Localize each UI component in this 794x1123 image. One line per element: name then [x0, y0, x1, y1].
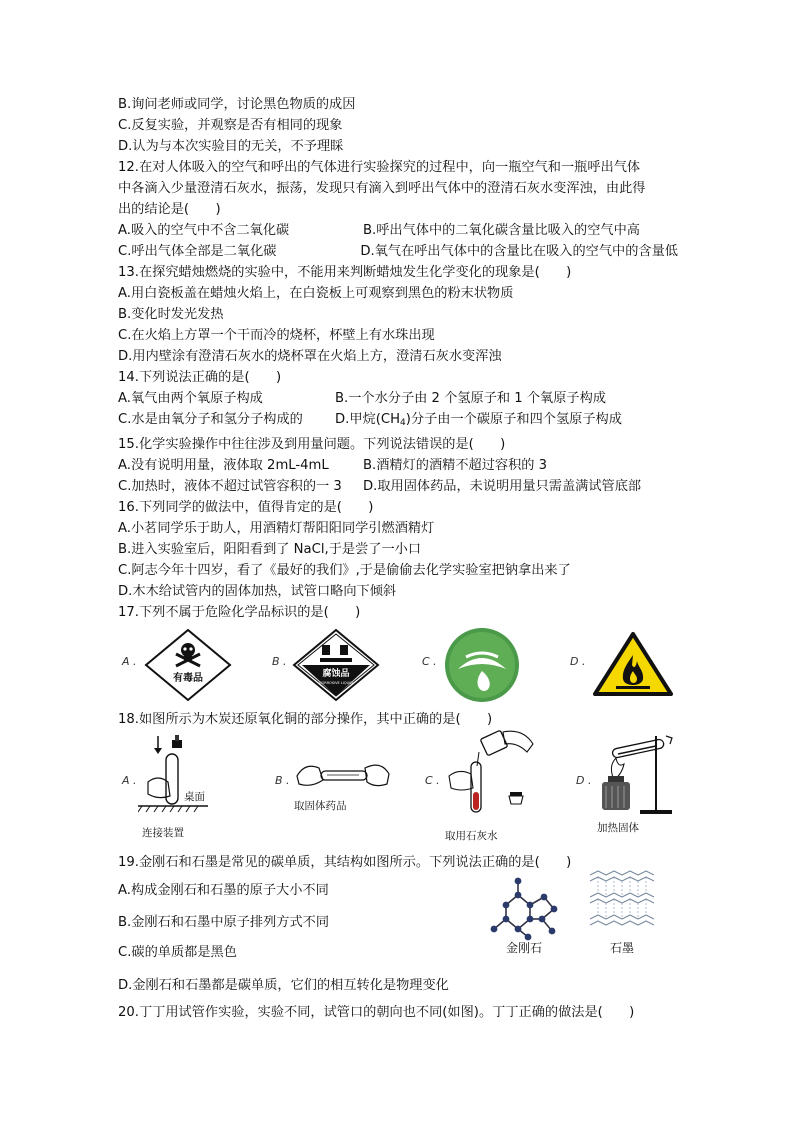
q12-option-b: B.呼出气体中的二氧化碳含量比吸入的空气中高 [363, 223, 640, 238]
q18-stem: 18.如图所示为木炭还原氧化铜的部分操作，其中正确的是( ) [118, 712, 493, 727]
q18-caption-d: 加热固体 [597, 822, 639, 834]
q14-option-d-post: )分子由一个碳原子和四个氢原子构成 [405, 412, 622, 427]
graphite-structure-icon [586, 867, 658, 937]
q19-option-d: D.金刚石和石墨都是碳单质，它们的相互转化是物理变化 [118, 978, 449, 993]
q19-stem: 19.金刚石和石墨是常见的碳单质，其结构如图所示。下列说法正确的是( ) [118, 855, 572, 870]
q16-option-b: B.进入实验室后，阳阳看到了 NaCl,于是尝了一小口 [118, 542, 422, 557]
q18-label-c: C . [425, 774, 440, 787]
diamond-structure-icon [488, 875, 568, 945]
q13-stem: 13.在探究蜡烛燃烧的实验中，不能用来判断蜡烛发生化学变化的现象是( ) [118, 265, 572, 280]
q18-figure-row [118, 734, 678, 846]
water-saving-logo-icon [444, 627, 520, 707]
take-solid-icon [293, 754, 393, 802]
q12-option-d: D.氧气在呼出气体中的含量比在吸入的空气中的含量低 [360, 244, 678, 259]
graphite-label: 石墨 [610, 941, 635, 955]
q14-stem: 14.下列说法正确的是( ) [118, 370, 282, 385]
toxic-sign-icon [144, 628, 232, 706]
q15-option-c: C.加热时，液体不超过试管容积的一 3 [118, 479, 342, 494]
q18-caption-c: 取用石灰水 [445, 830, 498, 842]
q12-option-a: A.吸入的空气中不含二氧化碳 [118, 223, 290, 238]
q15-option-a: A.没有说明用量，液体取 2mL-4mL [118, 458, 329, 473]
q19-block [118, 873, 678, 1008]
corrosive-sign-icon [292, 628, 380, 706]
q11-option-c: C.反复实验，并观察是否有相同的现象 [118, 118, 343, 133]
q11-option-d: D.认为与本次实验目的无关，不予理睬 [118, 139, 344, 154]
q14-option-a: A.氧气由两个氧原子构成 [118, 391, 263, 406]
q12-option-c: C.呼出气体全部是二氧化碳 [118, 244, 277, 259]
q19-option-c: C.碳的单质都是黑色 [118, 945, 237, 960]
diamond-label: 金刚石 [506, 941, 543, 955]
q18-desk-label: 桌面 [184, 791, 205, 803]
q17-stem: 17.下列不属于危险化学品标识的是( ) [118, 605, 361, 620]
q17-figure-row [118, 629, 678, 703]
q15-option-b: B.酒精灯的酒精不超过容积的 3 [363, 458, 548, 473]
q14-option-c: C.水是由氧分子和氢分子构成的 [118, 412, 303, 427]
heat-solid-icon [594, 730, 676, 820]
corrosive-sign-text: 腐蚀品 [322, 669, 350, 679]
q13-option-c: C.在火焰上方罩一个干而冷的烧杯，杯壁上有水珠出现 [118, 328, 435, 343]
q19-option-a: A.构成金刚石和石墨的原子大小不同 [118, 883, 329, 898]
q17-label-a: A . [122, 655, 137, 668]
q20-stem: 20.丁丁用试管作实验，实验不同，试管口的朝向也不同(如图)。丁丁正确的做法是( ) [118, 1005, 635, 1020]
q13-option-d: D.用内壁涂有澄清石灰水的烧杯罩在火焰上方，澄清石灰水变浑浊 [118, 349, 502, 364]
toxic-sign-text: 有毒品 [173, 673, 203, 684]
q14-option-d-subscript: 4 [400, 418, 406, 428]
q14-options-ab [118, 388, 678, 409]
q17-label-b: B . [272, 655, 287, 668]
q12-stem-line3: 出的结论是( ) [118, 202, 221, 217]
q18-label-d: D . [576, 774, 592, 787]
connect-apparatus-icon [138, 734, 228, 833]
q14-option-d [335, 409, 622, 434]
exam-page [118, 94, 678, 1023]
pour-limewater-icon [443, 730, 538, 826]
q17-label-c: C . [422, 655, 437, 668]
q16-option-d: D.木木给试管内的固体加热，试管口略向下倾斜 [118, 584, 397, 599]
q18-caption-a: 连接装置 [142, 827, 184, 839]
q12-options-ab [118, 220, 678, 241]
q12-stem-line1: 12.在对人体吸入的空气和呼出的气体进行实验探究的过程中，向一瓶空气和一瓶呼出气体 [118, 160, 641, 175]
q18-caption-b: 取固体药品 [294, 800, 347, 812]
q13-option-b: B.变化时发光发热 [118, 307, 224, 322]
q16-option-c: C.阿志今年十四岁，看了《最好的我们》,于是偷偷去化学实验室把钠拿出来了 [118, 563, 571, 578]
corrosive-sign-subtext: CORROSIVE LIQUID [319, 681, 353, 685]
q12-stem-line2: 中各滴入少量澄清石灰水，振荡，发现只有滴入到呼出气体中的澄清石灰水变浑浊，由此得 [118, 181, 646, 196]
flammable-sign-icon [592, 631, 674, 701]
q17-label-d: D . [570, 655, 586, 668]
q16-stem: 16.下列同学的做法中，值得肯定的是( ) [118, 500, 374, 515]
q13-option-a: A.用白瓷板盖在蜡烛火焰上，在白瓷板上可观察到黑色的粉末状物质 [118, 286, 514, 301]
q14-option-b: B.一个水分子由 2 个氢原子和 1 个氧原子构成 [335, 391, 606, 406]
q15-stem: 15.化学实验操作中往往涉及到用量问题。下列说法错误的是( ) [118, 437, 506, 452]
q18-label-b: B . [275, 774, 290, 787]
q19-option-b: B.金刚石和石墨中原子排列方式不同 [118, 915, 330, 930]
q14-options-cd [118, 409, 678, 434]
q18-label-a: A . [122, 774, 137, 787]
q15-option-d: D.取用固体药品，未说明用量只需盖满试管底部 [363, 479, 642, 494]
q15-options-ab [118, 455, 678, 476]
q16-option-a: A.小茗同学乐于助人，用酒精灯帮阳阳同学引燃酒精灯 [118, 521, 435, 536]
q15-options-cd [118, 476, 678, 497]
q12-options-cd [118, 241, 678, 262]
q11-option-b: B.询问老师或同学，讨论黑色物质的成因 [118, 97, 356, 112]
q14-option-d-pre: D.甲烷(CH [335, 412, 400, 427]
